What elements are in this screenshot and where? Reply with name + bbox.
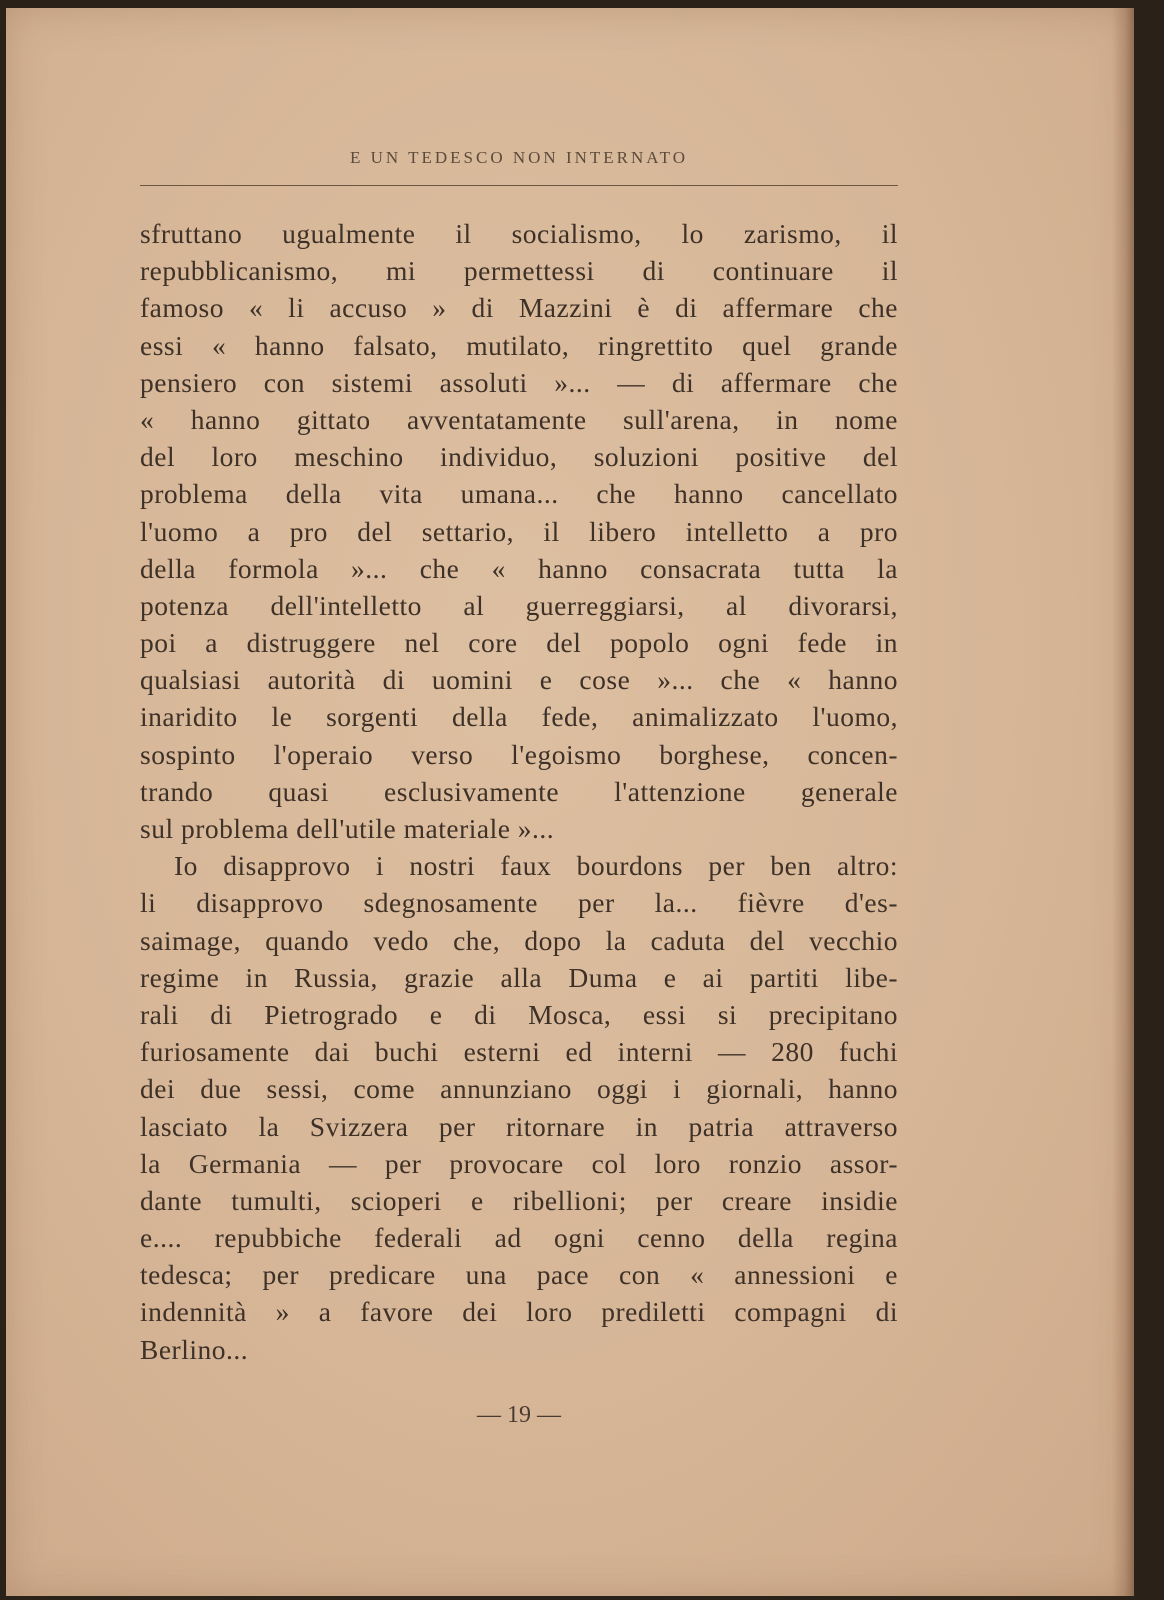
- text-line: la Germania — per provocare col loro ronzio assor-: [140, 1147, 898, 1179]
- text-line: l'uomo a pro del settario, il libero intelletto a pro: [140, 515, 898, 547]
- text-line: regime in Russia, grazie alla Duma e ai partiti libe-: [140, 961, 898, 993]
- text-line: problema della vita umana... che hanno cancellato: [140, 478, 898, 510]
- text-line: poi a distruggere nel core del popolo ogni fede in: [140, 627, 898, 659]
- body-text: [140, 215, 898, 1368]
- text-line: pensiero con sistemi assoluti »... — di affermare che: [140, 366, 898, 398]
- page-number: — 19 —: [477, 1402, 561, 1428]
- header-rule: [140, 185, 898, 186]
- text-line: « hanno gittato avventatamente sull'arena, in nome: [140, 403, 898, 435]
- text-line: qualsiasi autorità di uomini e cose »... che « hanno: [140, 664, 898, 696]
- text-line: sospinto l'operaio verso l'egoismo borghese, concen-: [140, 738, 898, 770]
- text-line: dante tumulti, scioperi e ribellioni; per creare insidie: [140, 1184, 898, 1216]
- text-line: della formola »... che « hanno consacrata tutta la: [140, 552, 898, 584]
- text-line: sfruttano ugualmente il socialismo, lo zarismo, il: [140, 218, 898, 249]
- text-line: e.... repubbiche federali ad ogni cenno della regina: [140, 1222, 898, 1254]
- text-line: dei due sessi, come annunziano oggi i giornali, hanno: [140, 1073, 898, 1105]
- text-line: furiosamente dai buchi esterni ed interni — 280 fuchi: [140, 1036, 898, 1068]
- page-edge-shadow: [1112, 8, 1134, 1596]
- text-line: Berlino...: [140, 1333, 249, 1365]
- text-line: trando quasi esclusivamente l'attenzione generale: [140, 775, 898, 807]
- text-line: repubblicanismo, mi permettessi di continuare il: [140, 255, 898, 287]
- text-line: potenza dell'intelletto al guerreggiarsi, al divorarsi,: [140, 589, 898, 621]
- text-line: inaridito le sorgenti della fede, animalizzato l'uomo,: [140, 701, 898, 733]
- text-line: indennità » a favore dei loro prediletti compagni di: [140, 1296, 898, 1328]
- running-head: E UN TEDESCO NON INTERNATO: [349, 148, 689, 167]
- text-line: tedesca; per predicare una pace con « annessioni e: [140, 1259, 898, 1291]
- text-line: lasciato la Svizzera per ritornare in patria attraverso: [140, 1110, 898, 1142]
- text-line: essi « hanno falsato, mutilato, ringrettito quel grande: [140, 329, 898, 361]
- text-line: rali di Pietrogrado e di Mosca, essi si precipitano: [140, 998, 898, 1030]
- text-line: li disapprovo sdegnosamente per la... fièvre d'es-: [140, 887, 898, 919]
- text-line: sul problema dell'utile materiale »...: [140, 813, 555, 844]
- text-line: del loro meschino individuo, soluzioni positive del: [140, 441, 898, 473]
- text-line: saimage, quando vedo che, dopo la caduta del vecchio: [140, 924, 898, 956]
- text-line: famoso « li accuso » di Mazzini è di affermare che: [140, 292, 898, 324]
- text-line: Io disapprovo i nostri faux bourdons per ben altro:: [174, 850, 898, 882]
